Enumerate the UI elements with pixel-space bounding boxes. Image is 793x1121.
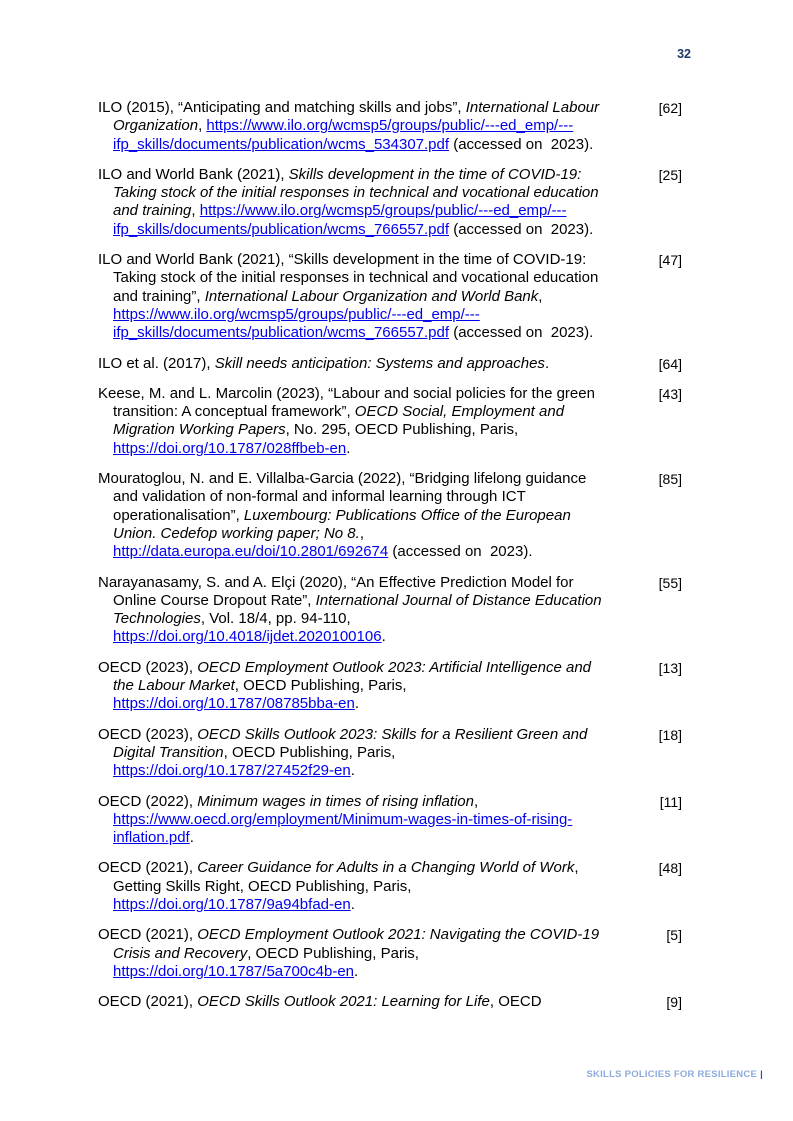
reference-line bbox=[98, 288, 652, 306]
reference-entry bbox=[98, 793, 682, 848]
reference-title-italic: OECD Skills Outlook 2021: Learning for Life bbox=[197, 993, 490, 1011]
reference-text-segment: . bbox=[544, 354, 550, 372]
reference-link[interactable]: https://doi.org/10.1787/5a700c4b-en bbox=[113, 962, 355, 980]
reference-title-italic: Taking stock of the initial responses in technical and vocational education bbox=[113, 184, 599, 202]
reference-line bbox=[98, 993, 652, 1011]
reference-citation-number: [5] bbox=[666, 927, 682, 944]
reference-line bbox=[98, 99, 652, 117]
reference-line bbox=[98, 136, 652, 154]
reference-text-segment: . bbox=[189, 829, 194, 847]
reference-link[interactable]: ifp_skills/documents/publication/wcms_534307.pdf bbox=[113, 135, 450, 153]
reference-entry bbox=[98, 859, 682, 914]
reference-text bbox=[98, 251, 652, 342]
reference-text-segment: (accessed on 2023). bbox=[449, 135, 594, 153]
reference-title-italic: and training bbox=[113, 202, 192, 220]
reference-text-segment: OECD (2021), bbox=[98, 926, 198, 944]
reference-link[interactable]: https://doi.org/10.1787/27452f29-en bbox=[113, 762, 351, 780]
reference-link[interactable]: https://www.ilo.org/wcmsp5/groups/public/---ed_emp/--- bbox=[113, 305, 480, 323]
reference-link[interactable]: https://doi.org/10.4018/ijdet.2020100106 bbox=[113, 628, 382, 646]
reference-citation-number: [48] bbox=[658, 860, 682, 877]
reference-text-segment: , bbox=[359, 524, 364, 542]
reference-title-italic: Luxembourg: Publications Office of the European bbox=[243, 506, 571, 524]
reference-text-segment: , OECD Publishing, Paris, bbox=[247, 944, 419, 962]
reference-text-segment: OECD (2023), bbox=[98, 658, 198, 676]
reference-text-segment: , bbox=[538, 287, 543, 305]
reference-title-italic: Migration Working Papers bbox=[113, 421, 286, 439]
reference-text bbox=[98, 859, 652, 914]
reference-line bbox=[98, 963, 652, 981]
reference-text-segment: and training”, bbox=[113, 287, 205, 305]
reference-text-segment: , bbox=[574, 859, 579, 877]
reference-entry bbox=[98, 993, 682, 1011]
reference-text-segment: ILO and World Bank (2021), “Skills development in the time of COVID-19: bbox=[98, 251, 587, 269]
reference-title-italic: OECD Employment Outlook 2023: Artificial Intelligence and bbox=[197, 658, 592, 676]
reference-text-segment: operationalisation”, bbox=[113, 506, 244, 524]
reference-text-segment: Mouratoglou, N. and E. Villalba-Garcia (2022), “Bridging lifelong guidance bbox=[98, 470, 587, 488]
reference-citation-number: [43] bbox=[658, 385, 682, 402]
reference-line bbox=[98, 610, 652, 628]
reference-line bbox=[98, 628, 652, 646]
reference-title-italic: Skill needs anticipation: Systems and approaches bbox=[214, 354, 545, 372]
footer bbox=[586, 1069, 763, 1080]
reference-title-italic: Organization bbox=[113, 117, 199, 135]
reference-line bbox=[98, 488, 652, 506]
reference-link[interactable]: https://www.ilo.org/wcmsp5/groups/public/---ed_emp/--- bbox=[206, 117, 574, 135]
reference-text-segment: transition: A conceptual framework”, bbox=[113, 403, 355, 421]
reference-line bbox=[98, 896, 652, 914]
reference-text-segment: and validation of non-formal and informal learning through ICT bbox=[113, 488, 526, 506]
reference-line bbox=[98, 202, 652, 220]
reference-title-italic: Skills development in the time of COVID-19: bbox=[288, 165, 582, 183]
reference-line bbox=[98, 221, 652, 239]
reference-citation-number: [9] bbox=[666, 994, 682, 1011]
reference-text bbox=[98, 993, 652, 1011]
reference-text bbox=[98, 793, 652, 848]
reference-entry bbox=[98, 926, 682, 981]
reference-line bbox=[98, 543, 652, 561]
reference-text-segment: (accessed on 2023). bbox=[449, 220, 594, 238]
reference-text bbox=[98, 470, 652, 561]
reference-link[interactable]: https://doi.org/10.1787/08785bba-en bbox=[113, 695, 355, 713]
reference-entry bbox=[98, 726, 682, 781]
reference-line bbox=[98, 440, 652, 458]
reference-text bbox=[98, 574, 652, 647]
reference-text-segment: OECD (2021), bbox=[98, 859, 198, 877]
reference-text-segment: . bbox=[354, 695, 360, 713]
reference-title-italic: Career Guidance for Adults in a Changing World of Work bbox=[197, 859, 575, 877]
reference-line bbox=[98, 793, 652, 811]
reference-text-segment: ILO and World Bank (2021), bbox=[98, 165, 289, 183]
reference-title-italic: OECD Social, Employment and bbox=[354, 403, 565, 421]
reference-title-italic: International Labour Organization and World Bank bbox=[204, 287, 539, 305]
reference-text-segment: . bbox=[350, 762, 355, 780]
reference-text-segment: , bbox=[198, 117, 207, 135]
reference-citation-number: [11] bbox=[659, 793, 682, 810]
reference-text-segment: , OECD Publishing, Paris, bbox=[223, 743, 396, 761]
page-number: 32 bbox=[677, 47, 691, 61]
reference-text-segment: OECD (2022), bbox=[98, 792, 198, 810]
reference-title-italic: the Labour Market bbox=[113, 677, 235, 695]
reference-citation-number: [85] bbox=[658, 471, 682, 488]
reference-line bbox=[98, 945, 652, 963]
reference-line bbox=[98, 762, 652, 780]
reference-entry bbox=[98, 355, 682, 373]
reference-text-segment: ILO et al. (2017), bbox=[98, 354, 215, 372]
reference-title-italic: Crisis and Recovery bbox=[113, 944, 248, 962]
reference-line bbox=[98, 677, 652, 695]
reference-line bbox=[98, 574, 652, 592]
reference-citation-number: [55] bbox=[658, 574, 682, 591]
reference-line bbox=[98, 324, 652, 342]
reference-text-segment: , OECD bbox=[489, 993, 542, 1011]
reference-text-segment: Taking stock of the initial responses in technical and vocational education bbox=[113, 269, 599, 287]
reference-line bbox=[98, 695, 652, 713]
reference-text-segment: Keese, M. and L. Marcolin (2023), “Labour and social policies for the green bbox=[98, 384, 595, 402]
reference-line bbox=[98, 878, 652, 896]
reference-link[interactable]: https://doi.org/10.1787/028ffbeb-en bbox=[113, 439, 347, 457]
reference-text bbox=[98, 99, 652, 154]
reference-text-segment: , Vol. 18/4, pp. 94-110, bbox=[200, 610, 351, 628]
references-list bbox=[98, 99, 682, 1023]
reference-line bbox=[98, 306, 652, 324]
reference-link[interactable]: https://www.oecd.org/employment/Minimum-wages-in-times-of-rising- bbox=[113, 810, 573, 828]
reference-line bbox=[98, 470, 652, 488]
reference-entry bbox=[98, 385, 682, 458]
reference-entry bbox=[98, 574, 682, 647]
reference-text bbox=[98, 385, 652, 458]
reference-line bbox=[98, 744, 652, 762]
reference-text-segment: , No. 295, OECD Publishing, Paris, bbox=[285, 421, 519, 439]
reference-link[interactable]: ifp_skills/documents/publication/wcms_766557.pdf bbox=[113, 220, 450, 238]
reference-link[interactable]: http://data.europa.eu/doi/10.2801/692674 bbox=[113, 543, 389, 561]
reference-line bbox=[98, 421, 652, 439]
reference-text-segment: , bbox=[473, 792, 479, 810]
reference-entry bbox=[98, 99, 682, 154]
reference-text-segment: OECD (2023), bbox=[98, 725, 198, 743]
reference-text bbox=[98, 659, 652, 714]
reference-entry bbox=[98, 470, 682, 561]
reference-line bbox=[98, 859, 652, 877]
reference-line bbox=[98, 166, 652, 184]
reference-citation-number: [62] bbox=[658, 100, 682, 116]
reference-text-segment: . bbox=[350, 895, 355, 913]
reference-line bbox=[98, 829, 652, 847]
reference-citation-number: [18] bbox=[658, 726, 682, 743]
reference-line bbox=[98, 184, 652, 202]
reference-line bbox=[98, 507, 652, 525]
reference-line bbox=[98, 269, 652, 287]
reference-link[interactable]: ifp_skills/documents/publication/wcms_766557.pdf bbox=[113, 324, 450, 342]
reference-citation-number: [47] bbox=[658, 252, 682, 269]
reference-line bbox=[98, 592, 652, 610]
reference-text bbox=[98, 726, 652, 781]
reference-citation-number: [64] bbox=[658, 355, 682, 372]
reference-citation-number: [13] bbox=[658, 659, 682, 676]
reference-title-italic: OECD Skills Outlook 2023: Skills for a Resilient Green and bbox=[197, 725, 588, 743]
reference-line bbox=[98, 659, 652, 677]
reference-text-segment: OECD (2021), bbox=[98, 993, 198, 1011]
reference-text-segment: . bbox=[381, 628, 386, 646]
reference-title-italic: Union. Cedefop working paper; No 8. bbox=[113, 524, 360, 542]
reference-link[interactable]: https://www.ilo.org/wcmsp5/groups/public/---ed_emp/--- bbox=[199, 202, 567, 220]
footer-separator: | bbox=[760, 1069, 763, 1080]
reference-link[interactable]: https://doi.org/10.1787/9a94bfad-en bbox=[113, 895, 351, 913]
reference-title-italic: OECD Employment Outlook 2021: Navigating the COVID-19 bbox=[197, 926, 600, 944]
reference-entry bbox=[98, 251, 682, 342]
reference-title-italic: Minimum wages in times of rising inflation bbox=[197, 792, 474, 810]
reference-line bbox=[98, 726, 652, 744]
reference-line bbox=[98, 926, 652, 944]
reference-text-segment: Narayanasamy, S. and A. Elçi (2020), “An Effective Prediction Model for bbox=[98, 573, 574, 591]
reference-text-segment: . bbox=[346, 439, 351, 457]
reference-link[interactable]: inflation.pdf bbox=[113, 829, 190, 847]
reference-text bbox=[98, 355, 652, 373]
footer-title: SKILLS POLICIES FOR RESILIENCE bbox=[586, 1069, 758, 1080]
reference-entry bbox=[98, 659, 682, 714]
reference-text-segment: Online Course Dropout Rate”, bbox=[113, 591, 316, 609]
reference-text-segment: , OECD Publishing, Paris, bbox=[234, 677, 407, 695]
reference-line bbox=[98, 403, 652, 421]
reference-title-italic: Digital Transition bbox=[113, 743, 224, 761]
reference-title-italic: International Labour bbox=[465, 99, 600, 116]
reference-line bbox=[98, 251, 652, 269]
reference-line bbox=[98, 355, 652, 373]
reference-text bbox=[98, 926, 652, 981]
reference-text-segment: , bbox=[191, 202, 200, 220]
reference-title-italic: Technologies bbox=[113, 610, 201, 628]
reference-title-italic: International Journal of Distance Education bbox=[315, 591, 602, 609]
reference-text bbox=[98, 166, 652, 239]
reference-citation-number: [25] bbox=[658, 166, 682, 183]
reference-line bbox=[98, 385, 652, 403]
reference-line bbox=[98, 525, 652, 543]
reference-text-segment: (accessed on 2023). bbox=[388, 543, 533, 561]
reference-text-segment: ILO (2015), “Anticipating and matching skills and jobs”, bbox=[98, 99, 466, 116]
reference-text-segment: (accessed on 2023). bbox=[449, 324, 594, 342]
reference-line bbox=[98, 117, 652, 135]
reference-entry bbox=[98, 166, 682, 239]
reference-text-segment: . bbox=[354, 962, 359, 980]
reference-text-segment: Getting Skills Right, OECD Publishing, Paris, bbox=[113, 877, 412, 895]
reference-line bbox=[98, 811, 652, 829]
